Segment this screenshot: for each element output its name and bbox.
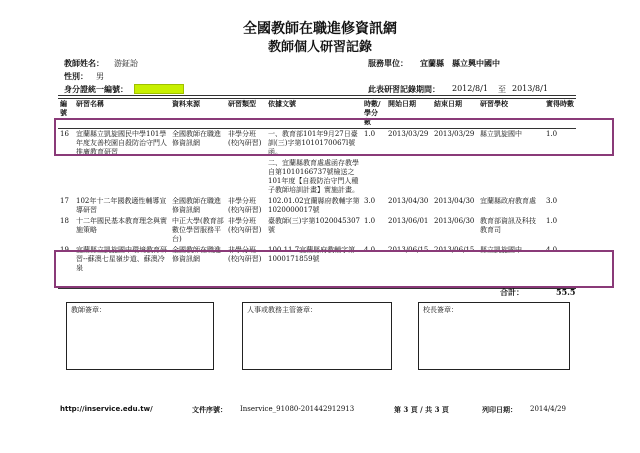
cell-name: 102年十二年國教適性輔導宣導研習 bbox=[76, 197, 167, 214]
teacher-signature-box bbox=[66, 302, 214, 370]
id-label: 身分證統一編號： bbox=[64, 85, 128, 94]
table-row bbox=[58, 158, 576, 196]
cell-type bbox=[226, 158, 266, 196]
col-start: 開始日期 bbox=[386, 99, 432, 129]
period-from: 2012/8/1 bbox=[452, 84, 488, 93]
cell-doc: 臺教師(三)字第1020045307號 bbox=[268, 217, 360, 234]
table-row bbox=[58, 196, 576, 216]
cell-type: 非學分班(校內研習) bbox=[228, 246, 262, 263]
print-date-label: 列印日期： bbox=[482, 406, 517, 414]
print-date-value: 2014/4/29 bbox=[530, 405, 566, 413]
cell-name: 宜蘭縣立凱旋國民中學101學年度友善校園自殺防治守門人推廣教育研習 bbox=[76, 130, 167, 156]
profile-divider bbox=[58, 95, 576, 96]
page-number: 第 3 頁 / 共 3 頁 bbox=[394, 405, 449, 414]
name-value: 游鉦詒 bbox=[114, 59, 138, 68]
total-label: 合計： bbox=[500, 288, 524, 297]
cell-end: 2013/04/30 bbox=[434, 197, 475, 205]
principal-signature-label: 校長簽章： bbox=[423, 306, 458, 314]
col-source: 資料來源 bbox=[170, 99, 226, 129]
cell-got: 4.0 bbox=[546, 246, 558, 254]
table-bottom-line bbox=[58, 288, 576, 289]
cell-source: 全國教師在職進修資訊網 bbox=[172, 197, 221, 214]
cell-no: 18 bbox=[60, 217, 69, 225]
cell-hours bbox=[362, 158, 386, 196]
name-label: 教師姓名： bbox=[64, 59, 104, 68]
col-end: 結束日期 bbox=[432, 99, 478, 129]
cell-school: 縣立凱旋國中 bbox=[480, 246, 522, 254]
cell-start: 2013/06/01 bbox=[388, 217, 429, 225]
hr-signature-label: 人事或教務主管簽章： bbox=[247, 306, 317, 314]
cell-start: 2013/06/15 bbox=[388, 246, 429, 254]
cell-name bbox=[74, 158, 170, 196]
cell-hours: 1.0 bbox=[364, 217, 376, 225]
cell-school bbox=[478, 158, 544, 196]
cell-got: 3.0 bbox=[546, 197, 558, 205]
cell-end: 2013/06/30 bbox=[434, 217, 475, 225]
period-label: 此表研習記錄期間： bbox=[368, 85, 440, 94]
col-hours: 時數/學分數 bbox=[362, 99, 386, 129]
cell-end bbox=[432, 158, 478, 196]
doc-serial-value: Inservice_91080-201442912913 bbox=[240, 405, 355, 413]
cell-source bbox=[170, 158, 226, 196]
cell-got: 1.0 bbox=[546, 217, 558, 225]
cell-doc: 二、宜蘭縣教育處處函存教學自第1010166737號檢送之101年度【自殺防治守門人種子教師培訓計畫】實施計畫。 bbox=[268, 159, 359, 194]
cell-school: 宜蘭縣政府教育處 bbox=[480, 197, 536, 205]
cell-source: 全國教師在職進修資訊網 bbox=[172, 130, 221, 147]
cell-no: 16 bbox=[60, 130, 69, 138]
gender-label: 性別： bbox=[64, 72, 88, 81]
col-doc: 依據文號 bbox=[266, 99, 362, 129]
cell-type: 非學分班(校內研習) bbox=[228, 217, 262, 234]
cell-end: 2013/06/15 bbox=[434, 246, 475, 254]
cell-no: 19 bbox=[60, 246, 69, 254]
cell-start bbox=[386, 158, 432, 196]
cell-hours: 3.0 bbox=[364, 197, 376, 205]
col-got: 實得時數 bbox=[544, 99, 576, 129]
cell-school: 教育部資訊及科技教育司 bbox=[480, 217, 536, 234]
cell-got: 1.0 bbox=[546, 130, 558, 138]
cell-hours: 4.0 bbox=[364, 246, 376, 254]
cell-start: 2013/04/30 bbox=[388, 197, 429, 205]
cell-name: 宜蘭縣立凱旋國中環境教育研習--蘇澳七星嶺步道、蘇澳冷泉 bbox=[76, 246, 167, 272]
cell-school: 縣立凱旋國中 bbox=[480, 130, 522, 138]
period-to: 2013/8/1 bbox=[512, 84, 548, 93]
col-type: 研習類型 bbox=[226, 99, 266, 129]
hr-signature-box bbox=[242, 302, 392, 370]
highlight-row-19 bbox=[54, 250, 614, 288]
cell-source: 中正大學(教育部數位學習服務平台) bbox=[172, 217, 224, 243]
cell-no: 17 bbox=[60, 197, 69, 205]
col-no: 編號 bbox=[58, 99, 74, 129]
footer-url: http://inservice.edu.tw/ bbox=[60, 405, 153, 413]
total-value: 55.5 bbox=[556, 287, 576, 297]
col-name: 研習名稱 bbox=[74, 99, 170, 129]
cell-end: 2013/03/29 bbox=[434, 130, 475, 138]
cell-type: 非學分班(校內研習) bbox=[228, 130, 262, 147]
principal-signature-box bbox=[418, 302, 570, 370]
unit-value: 宜蘭縣 縣立興中國中 bbox=[420, 58, 500, 68]
cell-name: 十二年國民基本教育理念與實施策略 bbox=[76, 217, 167, 234]
cell-got bbox=[544, 158, 576, 196]
doc-serial-label: 文件序號： bbox=[192, 406, 227, 414]
teacher-signature-label: 教師簽章： bbox=[71, 306, 106, 314]
cell-doc: 一、教育部101年9月27日臺訓(三)字第1010170067l號函。 bbox=[268, 130, 358, 156]
gender-value: 男 bbox=[96, 72, 104, 81]
cell-type: 非學分班(校內研習) bbox=[228, 197, 262, 214]
unit-label: 服務單位： bbox=[368, 59, 408, 68]
cell-no bbox=[58, 158, 74, 196]
period-separator: 至 bbox=[498, 85, 506, 94]
cell-doc: 100.11.7宜蘭縣府教輔字第1000171859號 bbox=[268, 246, 356, 263]
id-redacted-highlight bbox=[134, 84, 184, 94]
cell-doc: 102.01.02宜蘭縣府教輔字第1020000017號 bbox=[268, 197, 360, 214]
page-title: 全國教師在職進修資訊網 bbox=[243, 21, 397, 37]
cell-source: 全國教師在職進修資訊網 bbox=[172, 246, 221, 263]
col-school: 研習學校 bbox=[478, 99, 544, 129]
highlight-row-16 bbox=[54, 118, 614, 156]
table-row bbox=[58, 216, 576, 245]
page-subtitle: 教師個人研習記錄 bbox=[267, 40, 372, 55]
cell-start: 2013/03/29 bbox=[388, 130, 429, 138]
cell-hours: 1.0 bbox=[364, 130, 376, 138]
